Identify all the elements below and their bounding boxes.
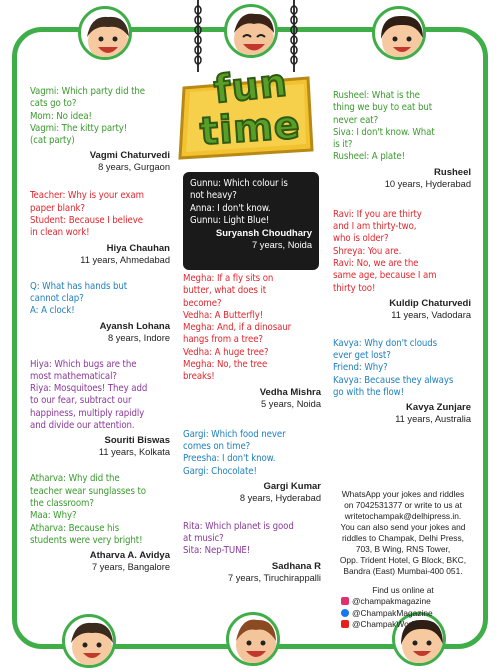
joke-line: Sita: Nep-TUNE! bbox=[183, 545, 251, 557]
joke-line: ever get lost? bbox=[333, 350, 391, 362]
joke-author: Kavya Zunjare bbox=[406, 402, 471, 414]
joke-line: Mom: No idea! bbox=[30, 110, 92, 122]
joke-place: 10 years, Hyderabad bbox=[384, 178, 471, 189]
joke-line: Gunnu: Light Blue! bbox=[190, 214, 270, 226]
joke-block bbox=[333, 338, 471, 424]
joke-line: thirty too! bbox=[333, 282, 376, 294]
joke-line: Atharva: Why did the bbox=[30, 473, 120, 485]
joke-block bbox=[30, 359, 170, 458]
instagram-icon bbox=[341, 597, 349, 605]
joke-line: and I am thirty-two, bbox=[333, 221, 417, 233]
joke-block bbox=[183, 521, 321, 583]
contact-line: 703, B Wing, RNS Tower, bbox=[355, 544, 451, 554]
joke-author: Hiya Chauhan bbox=[106, 242, 170, 254]
joke-block bbox=[30, 190, 170, 264]
joke-author: Souriti Biswas bbox=[104, 435, 170, 447]
joke-line: hangs from a tree? bbox=[183, 334, 263, 346]
joke-line: thing we buy to eat but bbox=[333, 102, 433, 114]
joke-block bbox=[183, 429, 321, 503]
joke-place: 11 years, Vadodara bbox=[391, 309, 471, 320]
joke-line: Rusheel: What is the bbox=[333, 90, 420, 101]
joke-line: Gargi: Chocolate! bbox=[183, 465, 257, 477]
joke-line: Hiya: Which bugs are the bbox=[30, 358, 137, 370]
contact-info bbox=[335, 489, 471, 631]
joke-line: same age, because I am bbox=[333, 270, 437, 282]
joke-place: 11 years, Ahmedabad bbox=[80, 254, 170, 265]
joke-line: Megha: If a fly sits on bbox=[183, 273, 274, 284]
joke-line: Vedha: A Butterfly! bbox=[183, 309, 264, 321]
joke-block bbox=[183, 273, 321, 409]
joke-line: and divide our attention. bbox=[30, 420, 135, 432]
joke-line: Megha: And, if a dinosaur bbox=[183, 322, 292, 334]
right-column bbox=[333, 90, 471, 424]
contact-line: on 7042531377 or write to us at bbox=[344, 500, 462, 510]
joke-line: not heavy? bbox=[190, 190, 237, 202]
joke-line: Anna: I don't know. bbox=[190, 202, 271, 214]
joke-line: never eat? bbox=[333, 114, 379, 126]
middle-column bbox=[183, 273, 321, 583]
joke-line: Friend: Why? bbox=[333, 362, 388, 374]
joke-line: Vagmi: Which party did the bbox=[30, 86, 145, 97]
title-word-fun: fun bbox=[211, 60, 290, 112]
joke-line: in clean work! bbox=[30, 227, 90, 239]
joke-block bbox=[333, 209, 471, 320]
joke-line: Preesha: I don't know. bbox=[183, 453, 276, 465]
contact-line: WhatsApp your jokes and riddles bbox=[341, 489, 465, 499]
joke-line: most mathematical? bbox=[30, 370, 117, 382]
joke-line: butter, what does it bbox=[183, 285, 267, 297]
title-word-time: time bbox=[198, 102, 302, 154]
contact-line: riddles to Champak, Delhi Press, bbox=[342, 533, 464, 543]
joke-line: paper blank? bbox=[30, 202, 85, 214]
youtube-icon bbox=[341, 620, 349, 628]
joke-line: Vedha: A huge tree? bbox=[183, 346, 269, 358]
joke-line: (cat party) bbox=[30, 135, 75, 147]
joke-line: cannot clap? bbox=[30, 292, 84, 304]
social-handle: @champakmagazine bbox=[352, 596, 431, 606]
joke-line: Gargi: Which food never bbox=[183, 428, 286, 440]
joke-line: Siva: I don't know. What bbox=[333, 126, 435, 138]
social-handle: @ChampakWorld bbox=[352, 619, 419, 629]
joke-author: Atharva A. Avidya bbox=[89, 550, 170, 562]
joke-line: Kavya: Because they always bbox=[333, 374, 454, 386]
joke-line: Shreya: You are. bbox=[333, 245, 402, 257]
joke-author: Kuldip Chaturvedi bbox=[389, 297, 471, 309]
contact-line: Bandra (East) Mumbai-400 051. bbox=[343, 566, 463, 576]
joke-author: Suryansh Choudhary bbox=[215, 228, 312, 240]
joke-line: Atharva: Because his bbox=[30, 522, 120, 534]
joke-place: 8 years, Hyderabad bbox=[239, 492, 321, 503]
contact-line: Opp. Trident Hotel, G Block, BKC, bbox=[339, 555, 467, 565]
joke-line: happiness, multiply rapidly bbox=[30, 407, 145, 419]
kid-face-top-right bbox=[372, 6, 426, 60]
social-facebook[interactable] bbox=[341, 608, 471, 620]
joke-place: 8 years, Indore bbox=[107, 332, 170, 343]
joke-author: Sadhana R bbox=[271, 560, 321, 572]
find-us-label: Find us online at bbox=[372, 585, 434, 595]
joke-line: Rusheel: A plate! bbox=[333, 151, 405, 163]
joke-line: Kavya: Why don't clouds bbox=[333, 337, 438, 349]
contact-line: writetochampak@delhipress.in. bbox=[344, 511, 462, 521]
joke-line: Megha: No, the tree bbox=[183, 359, 268, 371]
joke-place: 7 years, Noida bbox=[252, 240, 312, 251]
joke-place: 5 years, Noida bbox=[261, 398, 321, 409]
joke-block bbox=[30, 281, 170, 343]
joke-author: Gargi Kumar bbox=[263, 480, 321, 492]
kid-face-bottom-center bbox=[226, 612, 280, 666]
joke-line: who is older? bbox=[333, 233, 389, 245]
joke-line: the classroom? bbox=[30, 497, 94, 509]
joke-line: is it? bbox=[333, 139, 353, 151]
joke-line: A: A clock! bbox=[30, 305, 75, 317]
contact-line: You can also send your jokes and bbox=[340, 522, 466, 532]
joke-line: breaks! bbox=[183, 371, 215, 383]
joke-line: Gunnu: Which colour is bbox=[190, 178, 288, 189]
joke-line: to our fear, subtract our bbox=[30, 395, 132, 407]
joke-line: Ravi: No, we are the bbox=[333, 257, 419, 269]
joke-place: 11 years, Kolkata bbox=[98, 447, 170, 458]
joke-author: Ayansh Lohana bbox=[99, 320, 170, 332]
joke-line: students were very bright! bbox=[30, 534, 143, 546]
joke-author: Vedha Mishra bbox=[259, 386, 321, 398]
joke-block bbox=[333, 90, 471, 189]
joke-line: Vagmi: The kitty party! bbox=[30, 122, 128, 134]
joke-block bbox=[30, 473, 170, 572]
joke-block bbox=[30, 86, 170, 172]
kid-face-bottom-left bbox=[62, 614, 116, 668]
social-instagram[interactable] bbox=[341, 596, 471, 608]
joke-line: Ravi: If you are thirty bbox=[333, 208, 422, 220]
joke-line: Riya: Mosquitoes! They add bbox=[30, 383, 148, 395]
social-youtube[interactable] bbox=[341, 619, 471, 631]
joke-line: Maa: Why? bbox=[30, 510, 77, 522]
joke-place: 7 years, Tiruchirappalli bbox=[227, 572, 321, 583]
joke-line: Rita: Which planet is good bbox=[183, 520, 294, 532]
facebook-icon bbox=[341, 609, 349, 617]
kid-face-top-left bbox=[78, 6, 132, 60]
joke-line: become? bbox=[183, 297, 222, 309]
joke-line: comes on time? bbox=[183, 440, 251, 452]
joke-line: Teacher: Why is your exam bbox=[30, 190, 144, 202]
left-column bbox=[30, 86, 170, 572]
joke-place: 11 years, Australia bbox=[395, 414, 471, 425]
joke-line: Student: Because I believe bbox=[30, 215, 143, 227]
joke-place: 7 years, Bangalore bbox=[91, 562, 170, 573]
social-handle: @ChampakMagazine bbox=[352, 607, 433, 618]
joke-author: Vagmi Chaturvedi bbox=[89, 150, 170, 162]
featured-joke-box bbox=[183, 172, 319, 270]
joke-line: at music? bbox=[183, 533, 224, 545]
joke-line: teacher wear sunglasses to bbox=[30, 485, 146, 497]
joke-place: 8 years, Gurgaon bbox=[98, 162, 170, 173]
joke-author: Rusheel bbox=[434, 166, 471, 178]
joke-line: go with the flow! bbox=[333, 387, 404, 399]
joke-line: Q: What has hands but bbox=[30, 280, 128, 292]
joke-line: cats go to? bbox=[30, 98, 77, 110]
